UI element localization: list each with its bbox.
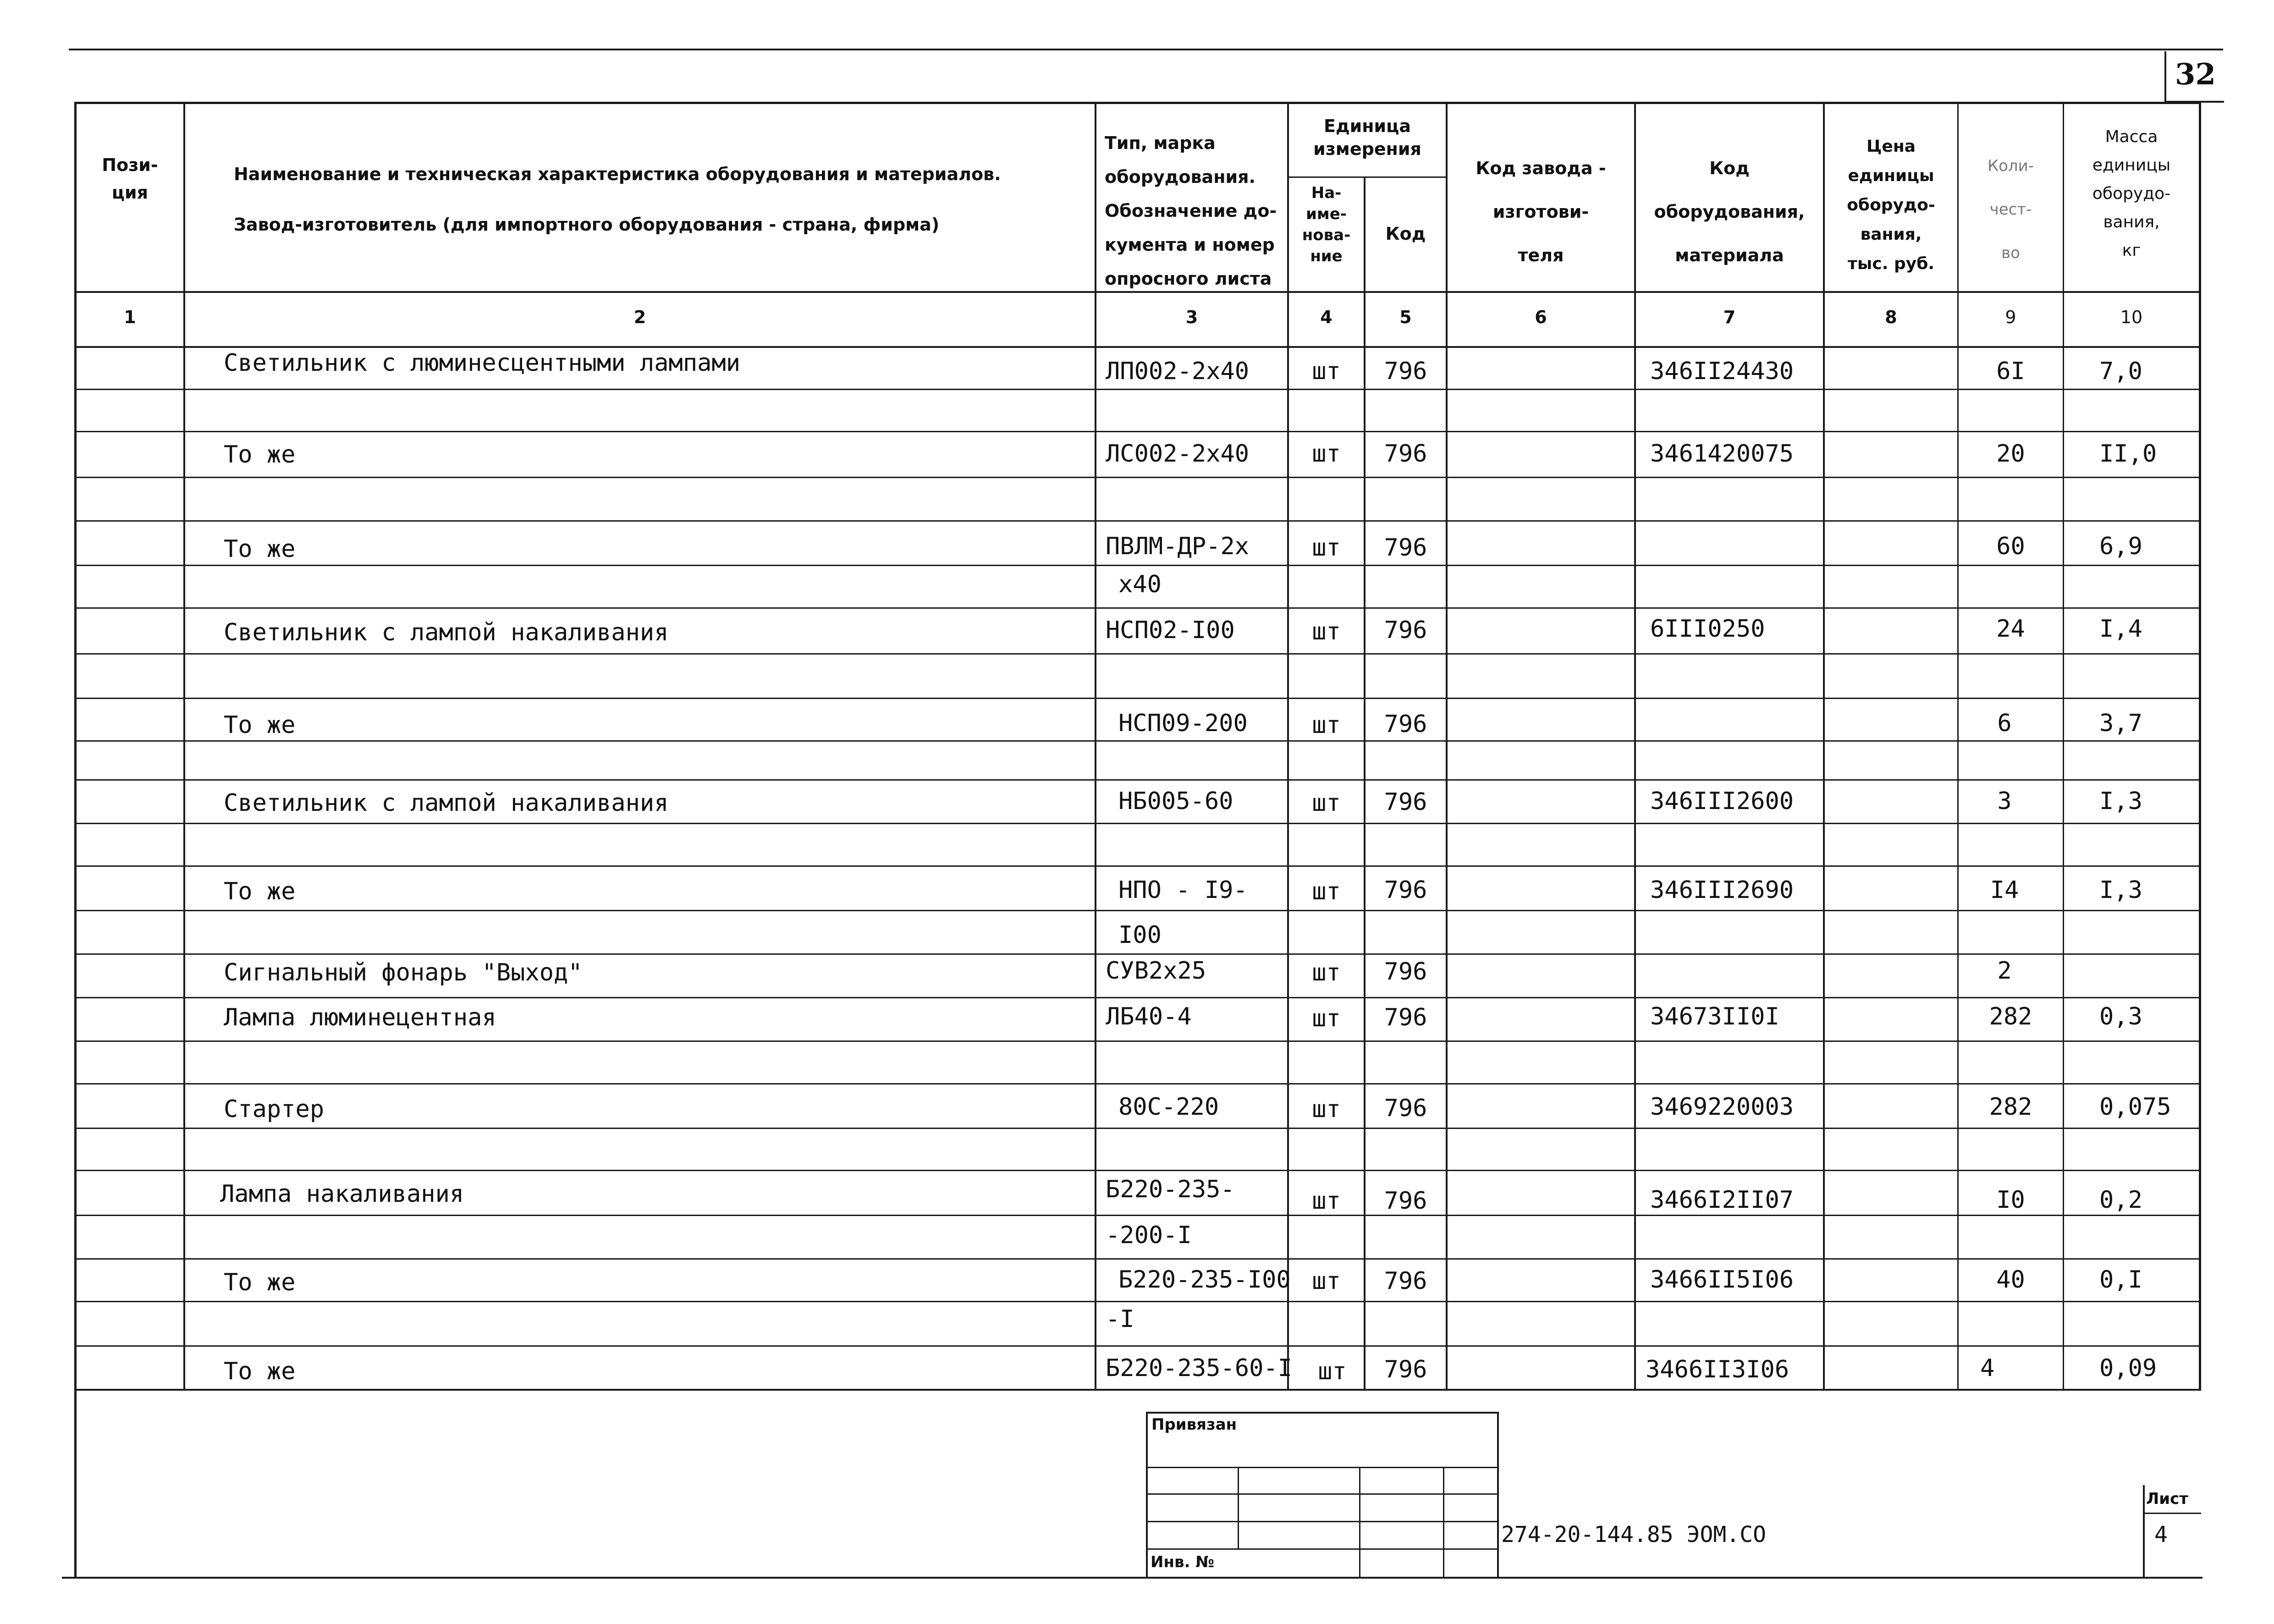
row-name: То же xyxy=(224,878,296,905)
row-mass: 0,3 xyxy=(2099,1003,2142,1030)
stamp-inv-label: Инв. № xyxy=(1151,1553,1215,1571)
top-rule xyxy=(69,49,2223,50)
page-number-box-left xyxy=(2164,51,2166,102)
table-top-border xyxy=(74,102,2201,104)
stamp-line xyxy=(1146,1412,1499,1414)
col-line-2 xyxy=(1095,102,1096,1390)
col-line-6 xyxy=(1634,102,1636,1390)
row-mass: I,4 xyxy=(2099,615,2142,643)
header-factory-code: Код завода - изготови- теля xyxy=(1476,158,1606,265)
row-material-code: 3466II5I06 xyxy=(1650,1266,1794,1294)
stamp-privyazan-label: Привязан xyxy=(1151,1415,1237,1434)
row-type: ЛП002-2х40 xyxy=(1106,358,1250,385)
row-type: ПВЛМ-ДР-2х xyxy=(1106,533,1250,560)
row-mass: 3,7 xyxy=(2099,710,2142,737)
row-unit: шт xyxy=(1312,1096,1341,1123)
row-quantity: 3 xyxy=(1997,787,2012,815)
row-line xyxy=(74,1083,2201,1085)
row-line xyxy=(74,953,2201,955)
row-quantity: 60 xyxy=(1996,533,2025,560)
sheet-label: Лист xyxy=(2146,1490,2188,1508)
col-number-3: 3 xyxy=(1185,307,1198,327)
row-name: Лампа накаливания xyxy=(220,1180,464,1208)
row-type-continued: х40 xyxy=(1118,571,1162,598)
row-name: Светильник с люминесцентными лампами xyxy=(224,349,741,377)
row-type: Б220-235-I00 xyxy=(1118,1266,1291,1294)
sheet-number: 4 xyxy=(2154,1522,2168,1547)
row-line xyxy=(74,477,2201,478)
stamp-line xyxy=(1146,1548,1499,1550)
row-line xyxy=(74,1170,2201,1171)
row-unit: шт xyxy=(1312,534,1341,562)
row-mass: 6,9 xyxy=(2099,533,2142,560)
header-material-code: Код оборудования, материала xyxy=(1654,158,1805,265)
header-unit-group: Единица измерения xyxy=(1313,116,1421,159)
row-line xyxy=(74,997,2201,998)
row-line xyxy=(74,520,2201,522)
row-code: 796 xyxy=(1384,440,1427,468)
row-code: 796 xyxy=(1384,358,1427,385)
stamp-line xyxy=(1146,1493,1499,1495)
row-type: НБ005-60 xyxy=(1118,787,1233,815)
row-material-code: 346III2690 xyxy=(1650,876,1794,904)
row-code: 796 xyxy=(1384,1004,1427,1031)
row-quantity: 24 xyxy=(1996,615,2025,643)
row-code: 796 xyxy=(1384,1095,1427,1122)
row-type: НПО - I9- xyxy=(1118,876,1248,904)
col-number-1: 1 xyxy=(124,307,136,327)
row-type: ЛБ40-4 xyxy=(1106,1003,1192,1030)
row-name: Сигнальный фонарь "Выход" xyxy=(224,959,583,986)
row-unit: шт xyxy=(1312,959,1341,986)
header-price: Цена единицы оборудо- вания, тыс. руб. xyxy=(1847,137,1935,273)
col-number-4: 4 xyxy=(1320,307,1332,327)
col-number-2: 2 xyxy=(633,307,646,327)
row-name: Стартер xyxy=(224,1096,325,1123)
row-quantity: 282 xyxy=(1989,1003,2032,1030)
row-line xyxy=(74,389,2201,390)
header-name: Наименование и техническая характеристика оборудования и материалов. Завод-изготовитель (для импортного оборудования - страна, фирма) xyxy=(234,164,1001,235)
row-code: 796 xyxy=(1384,958,1427,985)
row-line xyxy=(74,653,2201,655)
row-unit: шт xyxy=(1312,1005,1341,1032)
row-line xyxy=(74,910,2201,911)
row-unit: шт xyxy=(1312,1187,1341,1215)
header-quantity: Коли- чест- во xyxy=(1987,157,2034,262)
row-mass: I,3 xyxy=(2099,787,2142,815)
row-quantity: 2 xyxy=(1997,957,2012,985)
row-type-continued: -200-I xyxy=(1106,1222,1192,1249)
row-material-code: 346III2600 xyxy=(1650,787,1794,815)
row-quantity: 282 xyxy=(1989,1093,2032,1121)
row-line xyxy=(74,740,2201,742)
row-line xyxy=(74,1345,2201,1347)
row-code: 796 xyxy=(1384,876,1427,904)
row-type-continued: -I xyxy=(1106,1305,1134,1333)
col-line-5 xyxy=(1446,102,1448,1390)
row-material-code: 3469220003 xyxy=(1650,1093,1794,1121)
row-type: Б220-235- xyxy=(1106,1176,1235,1203)
stamp-line xyxy=(1146,1412,1148,1578)
page-number: 32 xyxy=(2175,57,2216,92)
unit-group-rule xyxy=(1287,176,1446,178)
row-unit: шт xyxy=(1312,358,1341,385)
row-code: 796 xyxy=(1384,617,1427,644)
page-bottom-rule xyxy=(62,1577,2202,1579)
row-type: ЛС002-2х40 xyxy=(1106,440,1250,468)
header-type: Тип, марка оборудования. Обозначение до- кумента и номер опросного листа xyxy=(1105,133,1277,289)
col-number-7: 7 xyxy=(1723,307,1736,327)
document-code: 274-20-144.85 ЭОМ.СО xyxy=(1501,1522,1766,1547)
row-type: 80С-220 xyxy=(1118,1093,1219,1121)
row-line xyxy=(74,698,2201,699)
row-material-code: 3466I2II07 xyxy=(1650,1186,1794,1214)
col-number-9: 9 xyxy=(2005,307,2016,327)
col-line-9 xyxy=(2063,102,2064,1390)
table-bottom-rule xyxy=(74,1389,2201,1391)
sheet-box-line xyxy=(2143,1513,2201,1514)
col-line-7 xyxy=(1823,102,1825,1390)
row-name: То же xyxy=(224,441,296,468)
col-number-10: 10 xyxy=(2120,307,2143,327)
row-quantity: 4 xyxy=(1980,1354,1995,1382)
row-quantity: 6I xyxy=(1996,358,2025,385)
header-unit-name: На- име- нова- ние xyxy=(1302,184,1351,265)
row-name: Светильник с лампой накаливания xyxy=(224,789,669,817)
row-material-code: 6III0250 xyxy=(1650,615,1765,643)
col-number-6: 6 xyxy=(1535,307,1547,327)
row-mass: 0,075 xyxy=(2099,1093,2171,1121)
row-name: То же xyxy=(224,535,296,563)
row-type: НСП02-I00 xyxy=(1106,617,1235,644)
row-name: То же xyxy=(224,711,296,739)
row-mass: II,0 xyxy=(2099,440,2157,468)
col-number-8: 8 xyxy=(1885,307,1897,327)
row-name: Лампа люминецентная xyxy=(224,1004,496,1031)
col-line-1 xyxy=(183,102,185,1390)
header-mass: Масса единицы оборудо- вания, кг xyxy=(2092,127,2171,260)
row-name: То же xyxy=(224,1269,296,1296)
row-name: То же xyxy=(224,1358,296,1385)
row-unit: шт xyxy=(1312,711,1341,739)
row-unit: шт xyxy=(1312,789,1341,817)
row-line xyxy=(74,431,2201,432)
row-line xyxy=(74,865,2201,867)
row-quantity: 6 xyxy=(1997,710,2012,737)
stamp-line xyxy=(1443,1467,1444,1578)
row-line xyxy=(74,607,2201,609)
row-type: НСП09-200 xyxy=(1118,710,1248,737)
row-code: 796 xyxy=(1384,788,1427,816)
row-material-code: 3466II3I06 xyxy=(1646,1356,1789,1383)
row-unit: шт xyxy=(1312,878,1341,905)
row-quantity: 20 xyxy=(1996,440,2025,468)
row-unit: шт xyxy=(1318,1358,1347,1385)
row-type-continued: I00 xyxy=(1118,921,1162,949)
row-name: Светильник с лампой накаливания xyxy=(224,619,669,646)
row-mass: 0,2 xyxy=(2099,1186,2142,1214)
row-line xyxy=(74,1215,2201,1216)
row-line xyxy=(74,1258,2201,1260)
row-unit: шт xyxy=(1312,618,1341,645)
row-quantity: 40 xyxy=(1996,1266,2025,1294)
row-material-code: 346II24430 xyxy=(1650,358,1794,385)
row-code: 796 xyxy=(1384,710,1427,738)
row-line xyxy=(74,1301,2201,1302)
stamp-line xyxy=(1497,1412,1499,1578)
stamp-line xyxy=(1238,1467,1239,1549)
row-code: 796 xyxy=(1384,1356,1427,1383)
row-mass: I,3 xyxy=(2099,876,2142,904)
row-mass: 7,0 xyxy=(2099,358,2142,385)
row-material-code: 34673II0I xyxy=(1650,1003,1779,1030)
row-unit: шт xyxy=(1312,1267,1341,1295)
row-code: 796 xyxy=(1384,1187,1427,1215)
col-number-5: 5 xyxy=(1399,307,1412,327)
header-unit-code: Код xyxy=(1385,224,1426,244)
row-line xyxy=(74,1128,2201,1129)
row-type: Б220-235-60-I xyxy=(1106,1354,1292,1382)
stamp-line xyxy=(1146,1521,1499,1522)
row-quantity: I4 xyxy=(1990,876,2019,904)
row-line xyxy=(74,565,2201,566)
stamp-line xyxy=(1146,1467,1499,1468)
sheet-box-line xyxy=(2143,1485,2145,1577)
row-line xyxy=(74,779,2201,781)
row-line xyxy=(74,823,2201,824)
row-type: СУВ2х25 xyxy=(1106,957,1206,985)
row-material-code: 3461420075 xyxy=(1650,440,1794,468)
row-line xyxy=(74,1040,2201,1042)
row-quantity: I0 xyxy=(1996,1186,2025,1214)
stamp-line xyxy=(1359,1467,1360,1578)
colnum-bottom-rule xyxy=(74,346,2201,348)
table-right-border xyxy=(2199,102,2201,1390)
header-position: Пози- ция xyxy=(102,155,158,203)
row-mass: 0,I xyxy=(2099,1266,2142,1294)
row-unit: шт xyxy=(1312,440,1341,468)
row-mass: 0,09 xyxy=(2099,1354,2157,1382)
row-code: 796 xyxy=(1384,534,1427,562)
row-code: 796 xyxy=(1384,1267,1427,1295)
